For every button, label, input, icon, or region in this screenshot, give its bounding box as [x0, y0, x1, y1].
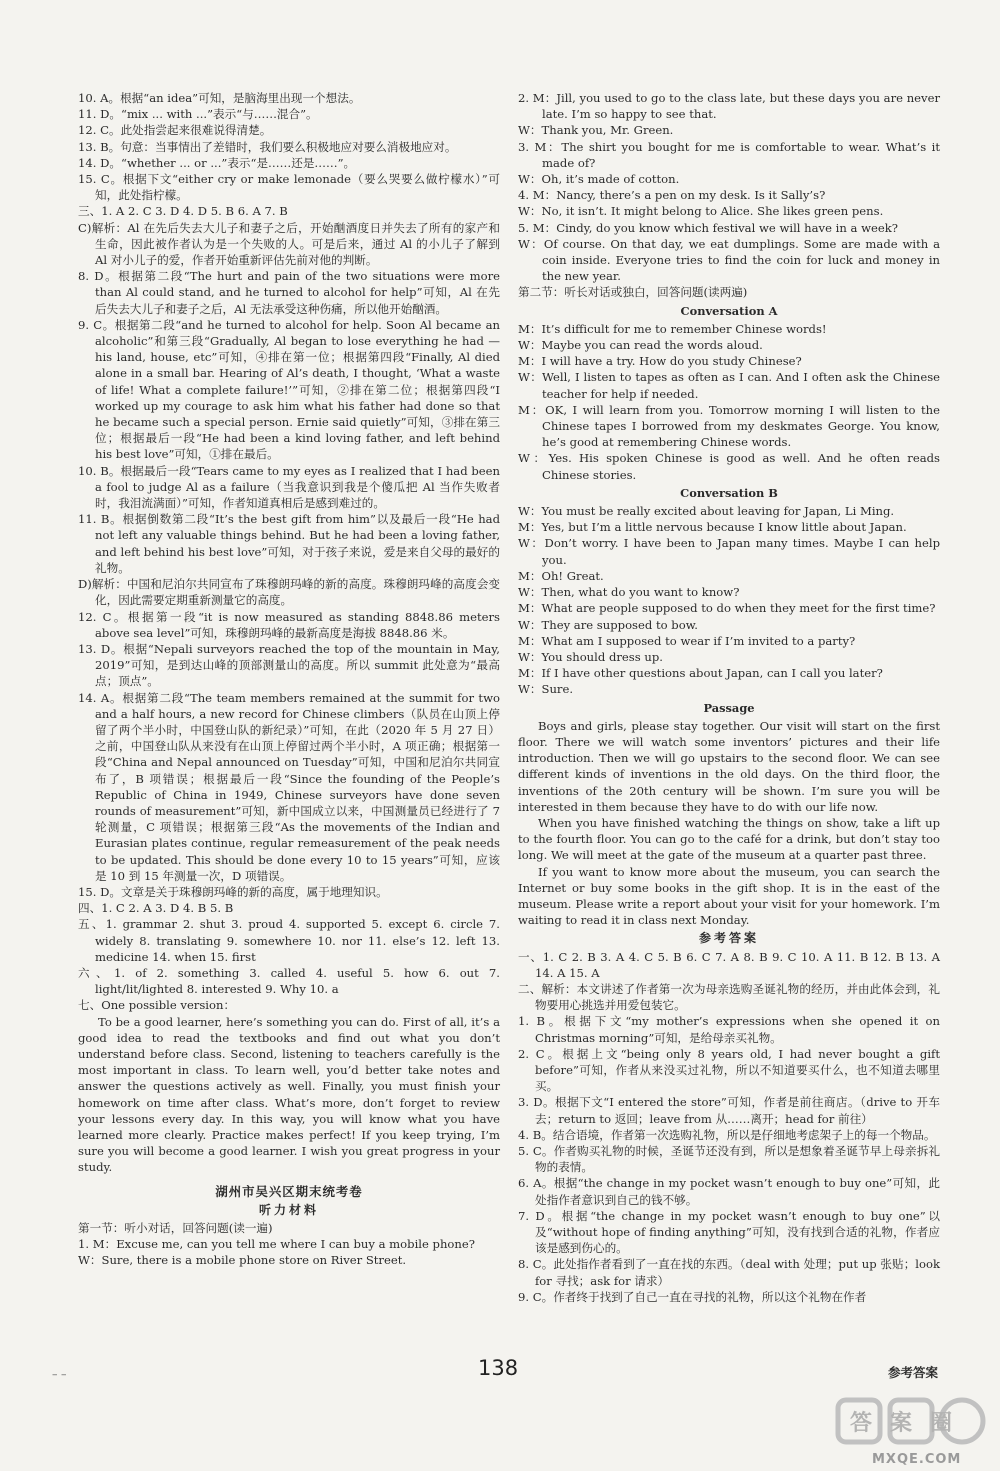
right-column-sechead2-32: 参考答案 — [698, 931, 759, 946]
right-column-dialog-24: M：What am I supposed to wear if I’m invited to a party? — [518, 633, 856, 648]
left-column-plain-6: 三、1. A 2. C 3. D 4. D 5. B 6. A 7. B — [78, 204, 288, 219]
right-column-dialog-0: 2. M：Jill, you used to go to the class late, but these days you are never late. I’m so happy to see that. — [518, 91, 940, 122]
right-column-item-37: 3. D。根据下文“I entered the store”可知，作者是前往商店。（drive to 开车去；return to 返回；leave from 从……离开；head for 前往） — [518, 1095, 940, 1126]
left-column-item-16: 15. D。文章是关于珠穆朗玛峰的新的高度，属于地理知识。 — [78, 884, 388, 899]
right-column-item-43: 9. C。作者终于找到了自己一直在寻找的礼物，所以这个礼物在作者 — [518, 1289, 867, 1304]
left-column-plain-20: 七、One possible version： — [78, 998, 236, 1013]
right-column-para-31: If you want to know more about the museum, you can search the Internet or buy some books in the gift shop. It is in the east of the museum. Please write a report about your visit for your homework. I’m waiting to read it in class next Monday. — [518, 864, 940, 928]
right-column-dialog-10: M：It’s difficult for me to remember Chinese words! — [518, 321, 827, 336]
page-number: 138 — [478, 1356, 519, 1380]
right-column — [518, 90, 940, 1305]
right-column-dialog-5: W：No, it isn’t. It might belong to Alice. She likes green pens. — [518, 204, 884, 219]
left-column — [78, 90, 500, 1269]
right-column-dialog-26: M：If I have other questions about Japan, can I call you later? — [518, 666, 883, 681]
right-column-dialog-14: M：OK, I will learn from you. Tomorrow morning I will listen to the Chinese tapes I borrowed from my deskmates George. You know, he’s good at remembering Chinese words. — [518, 402, 940, 450]
left-column-plain-24: 第一节：听小对话，回答问题(读一遍) — [78, 1221, 273, 1236]
right-column-dialog-27: W：Sure. — [518, 682, 574, 697]
right-column-dialog-3: W：Oh, it’s made of cotton. — [518, 172, 680, 187]
right-column-para-30: When you have finished watching the things on show, take a lift up to the fourth floor. You can go to the café for a drink, but don’t stay too long. We will meet at the gate of the museum at a quarter past three. — [518, 815, 940, 863]
right-column-dialog-20: M：Oh! Great. — [518, 568, 604, 583]
right-column-item-36: 2. C。根据上文“being only 8 years old, I had never bought a gift before”可知，作者从来没买过礼物，所以不知道要买什么，也不知道去哪里买。 — [518, 1046, 940, 1094]
right-column-item-41: 7. D。根据“the change in my pocket wasn’t enough to buy one”以及“without hope of finding anything”可知，没有找到合适的礼物，作者应该是感到伤心的。 — [518, 1208, 940, 1256]
left-column-plain-17: 四、1. C 2. A 3. D 4. B 5. B — [78, 901, 234, 916]
left-column-item-15: 14. A。根据第二段“The team members remained at the summit for two and a half hours, a new record for Chinese climbers（队员在山顶上停留了两个半小时，中国登山队的新纪录）”可知，在此（2020 年 5 月 27 日）之前，中国登山队从来没有在山顶上停留过两个半小时，A 项正确；根据第一段“China and Nepal announced on Tuesday”可知，中国和尼泊尔共同宣布了，B 项错误；根据最后一段“Since the founding of the People’s Republic of China in 1949, Chinese surveyors have done seven rounds of measurement”可知，新中国成立以来，中国测量员已经进行了 7 轮测量，C 项错误；根据第三段“As the movements of the Indian and Eurasian plates continue, regular remeasurement of the peak needs to be updated. This should be done every 10 to 15 years”可知，应该是 10 到 15 年测量一次，D 项错误。 — [78, 690, 500, 883]
footer-dash: – – — [52, 1368, 67, 1381]
right-column-dialog-1: W：Thank you, Mr. Green. — [518, 123, 674, 138]
left-column-item-1: 11. D。“mix ... with ...”表示“与……混合”。 — [78, 107, 318, 122]
left-column-item-4: 14. D。“whether ... or ...”表示“是……还是……”。 — [78, 155, 356, 170]
right-column-item-33: 一、1. C 2. B 3. A 4. C 5. B 6. C 7. A 8. B 9. C 10. A 11. B 12. B 13. A 14. A 15. A — [518, 949, 940, 980]
right-column-dialog-4: 4. M：Nancy, there’s a pen on my desk. Is it Sally’s? — [518, 188, 826, 203]
left-column-para-21: To be a good learner, here’s something you can do. First of all, it’s a good idea to read the textbooks and find out what you don’t understand before class. Second, listening to teachers carefully is the most important in class. To learn well, you’d better take notes and answer the questions actively as well. Finally, you must finish your homework on time after class. What’s more, don’t forget to review your lessons every day. In this way, you will know what you have learned more clearly. Practice makes perfect! If you keep trying, I’m sure you will become a good learner. I wish you great progress in your study. — [78, 1014, 500, 1175]
right-column-dialog-19: W：Don’t worry. I have been to Japan many times. Maybe I can help you. — [518, 536, 940, 567]
left-column-item-2: 12. C。此处指尝起来很难说得清楚。 — [78, 123, 272, 138]
right-column-dialog-21: W：Then, what do you want to know? — [518, 585, 740, 600]
footer-label: 参考答案 — [888, 1365, 939, 1380]
right-column-subhead-16: Conversation B — [680, 485, 778, 500]
right-column-dialog-23: W：They are supposed to bow. — [518, 617, 698, 632]
right-column-dialog-17: W：You must be really excited about leaving for Japan, Li Ming. — [518, 504, 895, 519]
left-column-item-18: 五、1. grammar 2. shut 3. proud 4. supported 5. except 6. circle 7. widely 8. translating 9. somewhere 10. nor 11. else’s 12. left 13. medicine 14. when 15. first — [78, 917, 500, 964]
left-column-item-3: 13. B。句意：当事情出了差错时，我们要么积极地应对要么消极地应对。 — [78, 139, 457, 154]
left-column-item-8: 8. D。根据第二段“The hurt and pain of the two situations were more than Al could stand, and he turned to alcohol for help”可知，Al 在先后失去大儿子和妻子之后，Al 无法承受这种伤痛，所以他开始酗酒。 — [78, 269, 500, 316]
left-column-item-10: 10. B。根据最后一段“Tears came to my eyes as I realized that I had been a fool to judge Al as a failure（当我意识到我是个傻瓜把 Al 当作失败者时，我泪流满面）”可知，作者知道真相后是感到难过的。 — [78, 463, 500, 511]
right-column-item-35: 1. B。根据下文“my mother’s expressions when she opened it on Christmas morning”可知，是给母亲买礼物。 — [518, 1014, 940, 1045]
left-column-item-19: 六、1. of 2. something 3. called 4. useful 5. how 6. out 7. light/lit/lighted 8. interested 9. Why 10. a — [78, 965, 500, 997]
left-column-item-12: D)解析：中国和尼泊尔共同宣布了珠穆朗玛峰的新的高度。珠穆朗玛峰的高度会变化，因此需要定期重新测量它的高度。 — [78, 577, 500, 608]
right-column-item-42: 8. C。此处指作者看到了一直在找的东西。（deal with 处理；put up 张贴；look for 寻找；ask for 请求） — [518, 1257, 940, 1288]
right-column-dialog-15: W：Yes. His spoken Chinese is good as well. And he often reads Chinese stories. — [518, 451, 940, 482]
right-column-dialog-2: 3. M：The shirt you bought for me is comfortable to wear. What’s it made of? — [518, 139, 940, 170]
right-column-dialog-13: W：Well, I listen to tapes as often as I can. And I often ask the Chinese teacher for help if needed. — [518, 370, 940, 401]
left-column-sechead2-23: 听力材料 — [258, 1202, 319, 1217]
left-column-item-5: 15. C。根据下文“either cry or make lemonade（要么哭要么做柠檬水）”可知，此处指柠檬。 — [78, 172, 500, 203]
right-column-dialog-7: W：Of course. On that day, we eat dumplings. Some are made with a coin inside. Everyone tries to find the coin for luck and money in the new year. — [518, 236, 940, 284]
right-column-dialog-6: 5. M：Cindy, do you know which festival we will have in a week? — [518, 220, 899, 235]
left-column-dialog-26: W：Sure, there is a mobile phone store on River Street. — [78, 1253, 407, 1268]
right-column-item-38: 4. B。结合语境，作者第一次选购礼物，所以是仔细地考虑架子上的每一个物品。 — [518, 1127, 936, 1142]
watermark-text: MXQE.COM — [872, 1452, 962, 1467]
right-column-item-39: 5. C。作者购买礼物的时候，圣诞节还没有到，所以是想象着圣诞节早上母亲拆礼物的表情。 — [518, 1144, 940, 1175]
left-column-item-14: 13. D。根据“Nepali surveyors reached the top of the mountain in May, 2019”可知，是到达山峰的顶部测量山的高度。所以 summit 此处意为“最高点；顶点”。 — [78, 641, 500, 689]
left-column-item-13: 12. C。根据第一段“it is now measured as standing 8848.86 meters above sea level”可知，珠穆朗玛峰的最新高度是海拔 8848.86 米。 — [78, 609, 500, 640]
right-column-subhead-9: Conversation A — [680, 303, 778, 318]
right-column-dialog-11: W：Maybe you can read the words aloud. — [518, 338, 763, 353]
right-column-para-29: Boys and girls, please stay together. Our visit will start on the first floor. There we will watch some inventors’ pictures and their life introduction. Then we will go upstairs to the second floor. We can see different kinds of inventions in the old days. On the third floor, the inventions of the 20th century will be shown. I’m sure you will be interested in them because they have to do with our life now. — [518, 718, 940, 814]
right-column-item-40: 6. A。根据“the change in my pocket wasn’t enough to buy one”可知，此处指作者意识到自己的钱不够。 — [518, 1176, 940, 1207]
right-column-dialog-18: M：Yes, but I’m a little nervous because I know little about Japan. — [518, 520, 907, 535]
right-column-plain-8: 第二节：听长对话或独白，回答问题(读两遍) — [518, 285, 748, 300]
left-column-sechead-22: 湖州市吴兴区期末统考卷 — [215, 1183, 363, 1199]
right-column-dialog-22: M：What are people supposed to do when they meet for the first time? — [518, 601, 936, 616]
left-column-dialog-25: 1. M：Excuse me, can you tell me where I can buy a mobile phone? — [78, 1237, 475, 1252]
left-column-item-11: 11. B。根据倒数第二段“It’s the best gift from him”以及最后一段“He had not left any valuable things behind. But he had been a loving father, and left behind his best love”可知，对于孩子来说，爱是来自父母的最好的礼物。 — [78, 512, 500, 575]
left-column-item-0: 10. A。根据“an idea”可知，是脑海里出现一个想法。 — [78, 91, 361, 105]
left-column-item-9: 9. C。根据第二段“and he turned to alcohol for help. Soon Al became an alcoholic”和第三段“Gradually, Al began to lose everything he had — his land, house, etc”可知，④排在第一位；根据第四段“Finally, Al died alone in a small bar. Hearing of Al’s death, I thought, ‘What a waste of life! What a complete failure!’”可知，②排在第二位；根据第四段“I worked up my courage to ask him what his father had done so that he became such a special person. Ernie said quietly”可知，③排在第三位；根据最后一段“He had been a kind loving father, and left behind his best love”可知，①排在最后。 — [78, 317, 500, 462]
right-column-subhead-28: Passage — [703, 700, 755, 715]
right-column-dialog-25: W：You should dress up. — [518, 649, 663, 664]
right-column-item-34: 二、解析：本文讲述了作者第一次为母亲选购圣诞礼物的经历，并由此体会到，礼物要用心挑选并用爱包装它。 — [518, 981, 940, 1013]
watermark-logo-text: 答案圈 — [849, 1411, 971, 1436]
right-column-dialog-12: M：I will have a try. How do you study Chinese? — [518, 354, 802, 369]
left-column-item-7: C)解析：Al 在先后失去大儿子和妻子之后，开始酗酒度日并失去了所有的家产和生命，因此被作者认为是一个失败的人。可是后来，通过 Al 的小儿子了解到 Al 对小儿子的爱，作者开始重新评估先前对他的判断。 — [78, 220, 500, 268]
